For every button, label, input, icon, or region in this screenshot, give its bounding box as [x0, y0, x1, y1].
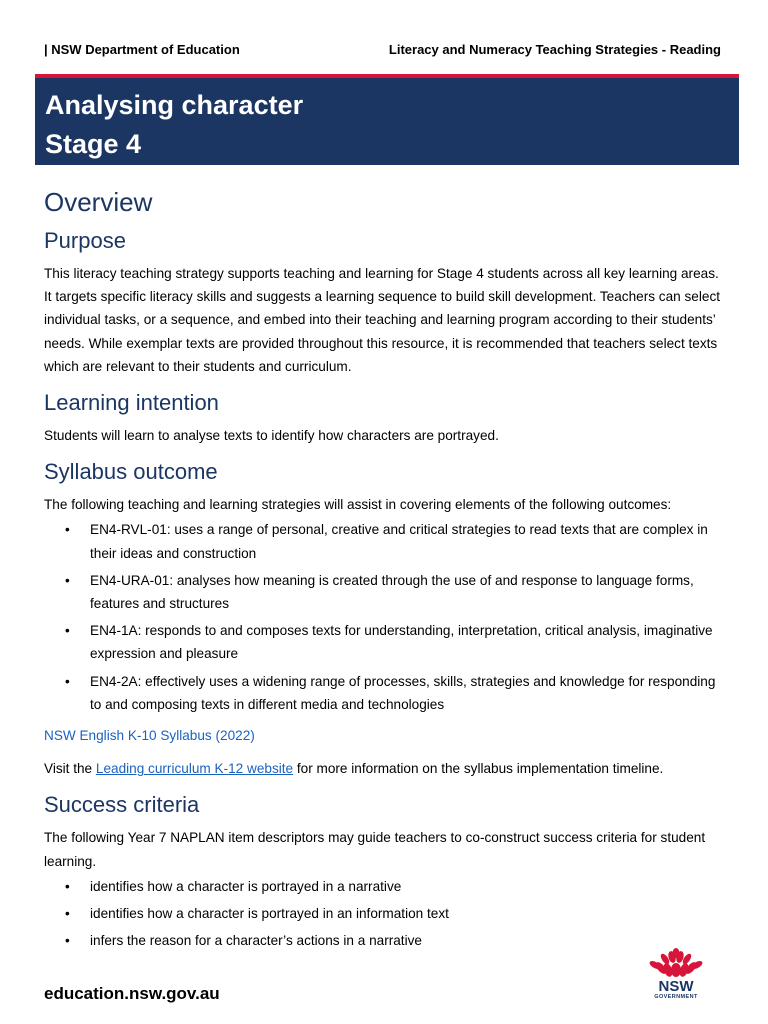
overview-heading: Overview	[44, 187, 153, 217]
bullet-icon: •	[65, 933, 70, 949]
bullet-icon: •	[65, 673, 70, 689]
criterion-text: identifies how a character is portrayed in an information text	[90, 906, 449, 922]
outcome-text: EN4-URA-01: analyses how meaning is created through the use of and response to language forms, features and structures	[90, 572, 694, 612]
criterion-text: infers the reason for a character’s actions in a narrative	[90, 933, 422, 949]
outcome-text: EN4-1A: responds to and composes texts for understanding, interpretation, critical analysis, imaginative expression and pleasure	[90, 623, 713, 662]
logo-nsw-text: NSW	[658, 978, 694, 995]
success-criteria-heading: Success criteria	[44, 792, 200, 818]
success-criteria-intro: The following Year 7 NAPLAN item descriptors may guide teachers to co-construct success criteria for student learning.	[44, 830, 706, 869]
list-item	[65, 518, 726, 564]
syllabus-outcome-heading: Syllabus outcome	[44, 459, 218, 485]
bullet-icon: •	[65, 572, 70, 588]
page-title	[45, 86, 303, 164]
outcome-text: EN4-RVL-01: uses a range of personal, creative and critical strategies to read texts that are complex in their ideas and construction	[90, 522, 708, 561]
outcome-text: EN4-2A: effectively uses a widening range of processes, skills, strategies and knowledge for responding to and composing texts in different media and technologies	[90, 673, 716, 712]
bullet-icon: •	[65, 878, 70, 894]
visit-suffix: for more information on the syllabus implementation timeline.	[293, 761, 664, 777]
bullet-icon: •	[65, 522, 70, 538]
page-title-line1: Analysing character	[45, 90, 304, 120]
bullet-icon: •	[65, 906, 70, 922]
purpose-text: This literacy teaching strategy supports teaching and learning for Stage 4 students across all key learning areas. It targets specific literacy skills and suggests a learning sequence to build skill development. Teachers can select individual tasks, or a sequence, and embed into their teaching and learning program according to their students’ needs. While exemplar texts are provided throughout this resource, it is recommended that teachers select texts which are relevant to their students and curriculum.	[44, 266, 721, 374]
list-item	[65, 619, 726, 665]
title-banner	[35, 78, 739, 165]
waratah-icon	[646, 948, 706, 982]
leading-curriculum-link[interactable]: Leading curriculum K-12 website	[95, 761, 294, 777]
visit-sentence	[44, 757, 726, 780]
list-item	[65, 670, 726, 716]
bullet-icon: •	[65, 623, 70, 639]
header-document-series: Literacy and Numeracy Teaching Strategies - Reading	[388, 42, 721, 57]
list-item	[65, 902, 726, 925]
list-item	[65, 569, 726, 615]
syllabus-outcome-intro: The following teaching and learning strategies will assist in covering elements of the following outcomes:	[44, 497, 672, 513]
footer-website[interactable]: education.nsw.gov.au	[44, 984, 220, 1003]
page-title-line2: Stage 4	[45, 129, 142, 159]
success-criteria-list	[44, 875, 726, 953]
learning-intention-heading: Learning intention	[44, 390, 219, 416]
syllabus-link[interactable]: NSW English K-10 Syllabus (2022)	[44, 728, 255, 744]
logo-government-text: GOVERNMENT	[654, 994, 698, 1000]
list-item	[65, 875, 726, 898]
purpose-heading: Purpose	[44, 228, 126, 253]
header-department: | NSW Department of Education	[44, 42, 240, 57]
criterion-text: identifies how a character is portrayed in a narrative	[90, 878, 402, 894]
syllabus-outcome-list	[44, 518, 726, 716]
visit-prefix: Visit the	[44, 761, 96, 777]
nsw-government-logo	[646, 948, 706, 1004]
main-content	[44, 184, 726, 960]
learning-intention-text: Students will learn to analyse texts to identify how characters are portrayed.	[44, 428, 499, 444]
list-item	[65, 929, 726, 952]
